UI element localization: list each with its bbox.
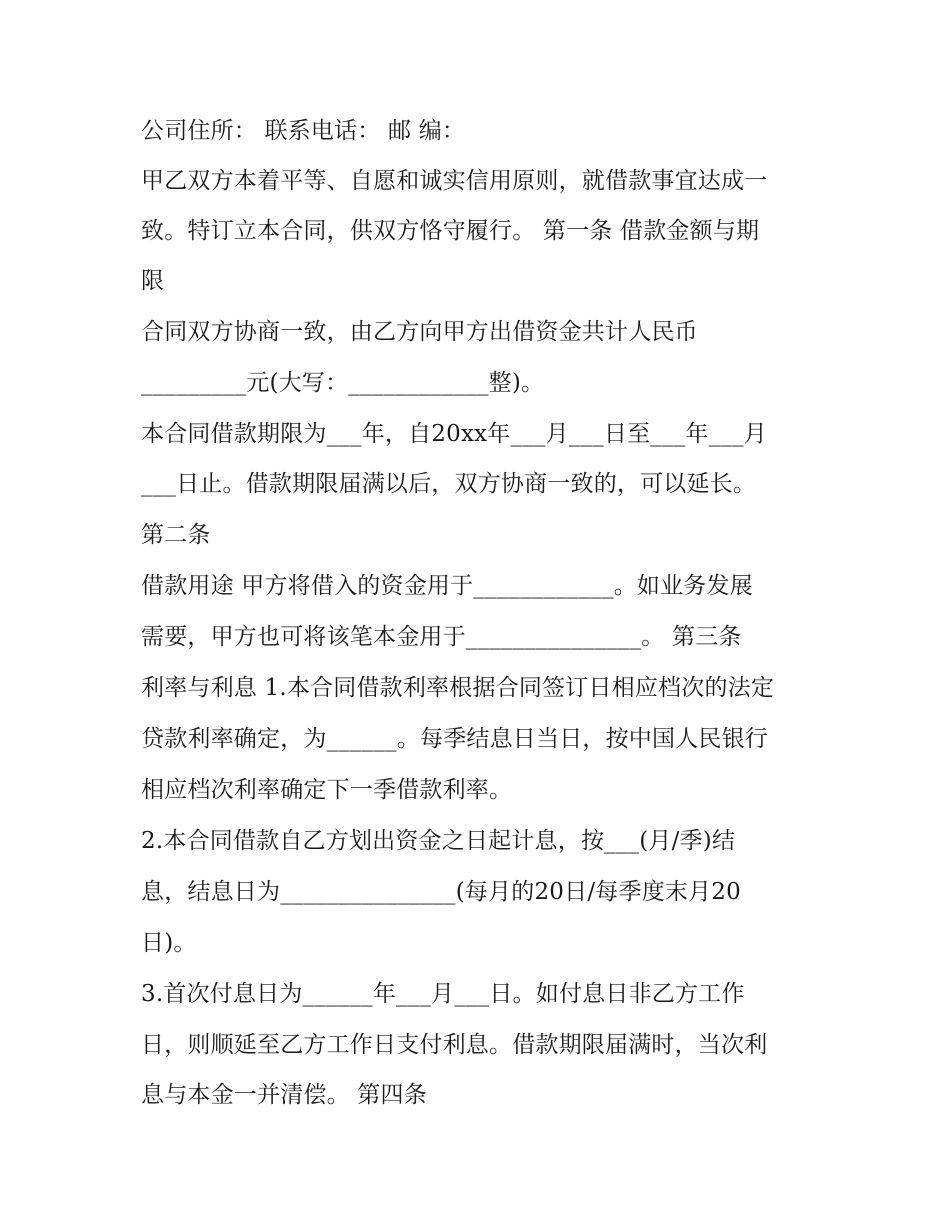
text-line: 息与本金一并清偿。 第四条 xyxy=(141,1082,427,1108)
text-line: 公司住所： 联系电话： 邮 编： xyxy=(141,118,466,144)
text-line: 甲乙双方本着平等、自愿和诚实信用原则，就借款事宜达成一 xyxy=(141,168,768,194)
text-line: 利率与利息 1.本合同借款利率根据合同签订日相应档次的法定 xyxy=(141,675,775,701)
text-line: 致。特订立本合同，供双方恪守履行。 第一条 借款金额与期 xyxy=(141,218,760,244)
text-line: 本合同借款期限为___年，自20xx年___月___日至___年___月 xyxy=(141,421,767,447)
text-line: 日)。 xyxy=(141,930,197,956)
text-line: ___日止。借款期限届满以后，双方协商一致的，可以延长。 xyxy=(141,471,757,497)
text-line: 第二条 xyxy=(141,522,211,548)
text-line: _________元(大写：____________整)。 xyxy=(141,370,545,396)
text-line: 需要，甲方也可将该笔本金用于_______________。 第三条 xyxy=(141,624,742,650)
text-line: 借款用途 甲方将借入的资金用于____________。如业务发展 xyxy=(141,573,753,599)
text-line: 合同双方协商一致，由乙方向甲方出借资金共计人民币 xyxy=(141,319,698,345)
text-line: 贷款利率确定，为______。每季结息日当日，按中国人民银行 xyxy=(141,726,768,752)
text-line: 相应档次利率确定下一季借款利率。 xyxy=(141,777,513,803)
text-line: 息，结息日为_______________(每月的20日/每季度末月20 xyxy=(141,879,741,905)
text-line: 2.本合同借款自乙方划出资金之日起计息，按___(月/季)结 xyxy=(141,828,736,854)
text-line: 限 xyxy=(141,268,165,294)
text-line: 日，则顺延至乙方工作日支付利息。借款期限届满时，当次利 xyxy=(141,1032,768,1058)
text-line: 3.首次付息日为______年___月___日。如付息日非乙方工作 xyxy=(141,981,745,1007)
